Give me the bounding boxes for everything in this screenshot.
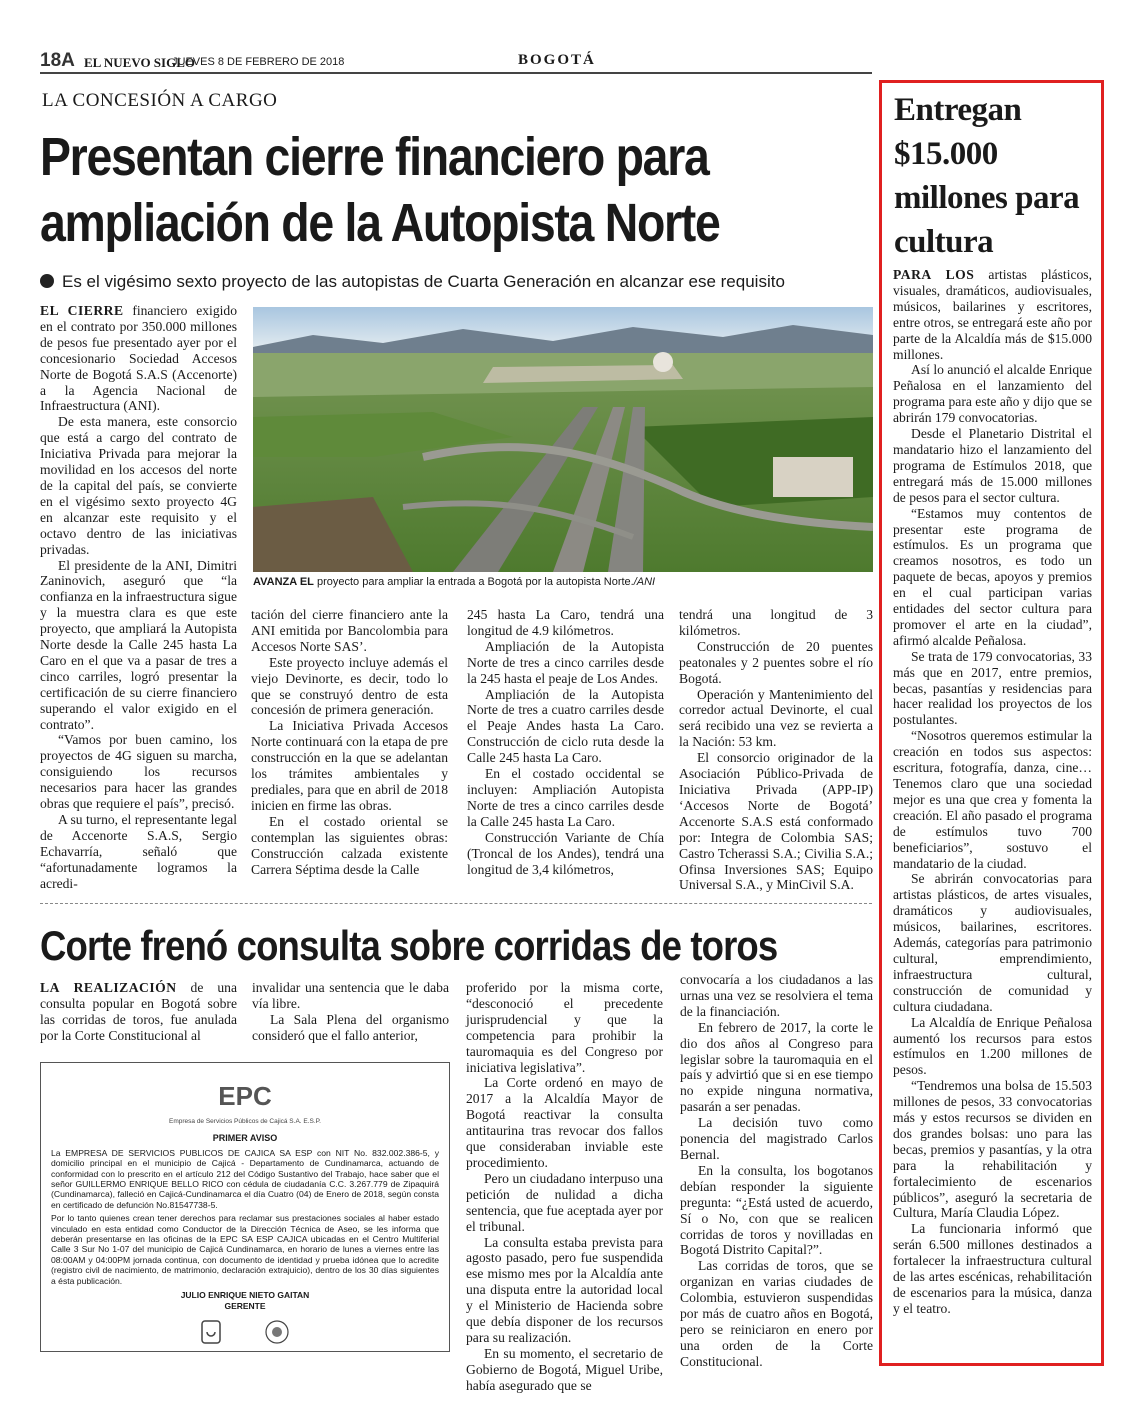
paragraph — [680, 1020, 873, 1115]
paragraph-text: El consorcio originador de la Asociación Público-Privada de Iniciativa Privada (APP-IP) ‘Accesos Norte de Bogotá’ Accenorte S.A.S está conformado por: Integra de Colombia SAS; Castro Tcherassi S.A.; Civilia S.A.; Ofinsa Inversiones SAS; Equipo Universal S.A., y MinCivil S.A. — [679, 750, 873, 893]
article-headline — [40, 124, 754, 256]
paragraph — [893, 267, 1092, 362]
article-column-4 — [679, 607, 873, 893]
paragraph-text: En febrero de 2017, la corte le dio dos años al Congreso para legislar sobre la tauromaquia en el país y advirtió que si en ese tiempo no expide ninguna normativa, pasarán a ser penadas. — [680, 1019, 873, 1115]
paragraph — [680, 972, 873, 1020]
article-column-1 — [40, 303, 237, 892]
paragraph-text: A su turno, el representante legal de Accenorte S.A.S, Sergio Echavarría, señaló que “afortunadamente logramos la acredi- — [40, 812, 237, 891]
bullet-icon — [40, 274, 54, 288]
bullfight-column-4 — [680, 972, 873, 1370]
paragraph-text: Pero un ciudadano interpuso una petición de nulidad a dicha sentencia, que fue aceptada ayer por el tribunal. — [466, 1170, 663, 1234]
page-number: 18A — [40, 50, 75, 71]
issue-date: JUEVES 8 DE FEBRERO DE 2018 — [172, 56, 345, 68]
paragraph-text: En la consulta, los bogotanos debían responder la siguiente pregunta: “¿Está usted de acuerdo, Sí o No, con que se realicen corridas de toros y novilladas en Bogotá Distrito Capital?”. — [680, 1162, 873, 1258]
sidebar-body — [893, 267, 1092, 1317]
notice-paragraph-1: La EMPRESA DE SERVICIOS PUBLICOS DE CAJICA SA ESP con NIT No. 832.002.386-5, y domicilio principal en el municipio de Cajicá - Departamento de Cundinamarca, actuando de conformidad con lo prescrito en el artículo 212 del Código Sustantivo del Trabajo, hace saber que el señor GUILLERMO ENRIQUE BELLO RICO con cédula de ciudadanía C.C. 3.267.779 de Zipaquirá (Cundinamarca), falleció en Cajicá-Cundinamarca el día Cuatro (04) de Enero de 2018, según consta en certificado de defunción No.81547738-5. — [51, 1147, 439, 1210]
bullfight-column-1 — [40, 980, 237, 1044]
paragraph — [893, 506, 1092, 649]
paragraph — [466, 1235, 663, 1346]
lead-in: EL CIERRE — [40, 303, 124, 318]
article-kicker: LA CONCESIÓN A CARGO — [42, 90, 278, 111]
photo-credit: /ANI — [633, 576, 656, 588]
headline-line-2: ampliación de la Autopista Norte — [40, 193, 720, 253]
paragraph-text: Las corridas de toros, que se organizan en varias ciudades de Colombia, estuvieron suspendidas por más de cuatro años en Bogotá, pero se reiniciaron en enero por una orden de la Corte Constitucional. — [680, 1258, 873, 1369]
paragraph — [893, 426, 1092, 506]
paragraph — [893, 871, 1092, 1014]
paragraph-text: tación del cierre financiero ante la ANI emitida por Bancolombia para Accesos Norte SAS’. — [251, 607, 448, 654]
sidebar-headline: Entregan $15.000 millones para cultura — [894, 92, 1080, 260]
paragraph — [680, 1258, 873, 1369]
paragraph-text: La consulta estaba prevista para agosto pasado, pero fue suspendida ese mismo mes por la Alcaldía ante una disputa entre la autoridad local y el Ministerio de Hacienda sobre que debía disponer de los recursos para su realización. — [466, 1234, 663, 1345]
paragraph-text: convocaría a los ciudadanos a las urnas una vez se resolviera el tema de la financiación. — [680, 972, 873, 1019]
paragraph — [251, 655, 448, 719]
header-rule — [40, 72, 872, 74]
paragraph — [680, 1115, 873, 1163]
notice-signer: JULIO ENRIQUE NIETO GAITAN — [180, 1290, 310, 1301]
paragraph — [466, 980, 663, 1075]
municipal-seal-icon — [264, 1319, 290, 1345]
article-divider — [40, 903, 872, 904]
notice-seals — [51, 1319, 439, 1347]
paragraph-text: Ampliación de la Autopista Norte de tres a cinco carriles desde la 245 hasta el peaje de Los Andes. — [467, 638, 664, 686]
paragraph-text: artistas plásticos, visuales, dramáticos, audiovisuales, músicos, bailarines y escritores, entre otros, se entregará este año por parte de la Alcaldía más de $15.000 millones. — [893, 267, 1092, 362]
paragraph-text: de una consulta popular en Bogotá sobre las corridas de toros, fue anulada por la Corte Constitucional al — [40, 980, 237, 1043]
paragraph-text: Ampliación de la Autopista Norte de tres a cuatro carriles desde el Peaje Andes hasta La Caro. Construcción de ciclo ruta desde la Calle 245 hasta La Caro. — [467, 686, 664, 766]
paragraph-text: Así lo anunció el alcalde Enrique Peñalosa en el lanzamiento del programa para este año y dijo que se abrirán 179 convocatorias. — [893, 362, 1092, 426]
paragraph-text: Se trata de 179 convocatorias, 33 más que en 2017, entre premios, becas, pasantías y residencias para hacer realidad los proyectos de los postulantes. — [893, 648, 1092, 728]
paragraph-text: invalidar una sentencia que le daba vía libre. — [252, 980, 449, 1011]
paragraph-text: 245 hasta La Caro, tendrá una longitud de 4.9 kilómetros. — [467, 607, 664, 638]
paragraph-text: “Tendremos una bolsa de 15.503 millones de pesos, 33 convocatorias más y estos recursos se dividen en dos grandes bolsas: uno para las becas, premios y pasantías, y la otra para la rehabilitación y fortalecimiento de escenarios públicos”, aseguró la secretaria de Cultura, María Claudia López. — [893, 1078, 1092, 1221]
paragraph-text: El presidente de la ANI, Dimitri Zaninovich, aseguró que “la confianza en la infraestructura sigue y la muestra clara es que este proyecto, que ampliará la Autopista Norte desde la Calle 245 hasta La Caro en el que va a pasar de tres a cinco carriles, logró presentar la certificación de su cierre financiero superando el valor exigido en el contrato”. — [40, 557, 238, 732]
notice-title: PRIMER AVISO — [212, 1133, 278, 1144]
caption-text: proyecto para ampliar la entrada a Bogotá por la autopista Norte. — [313, 576, 634, 588]
paragraph — [40, 812, 237, 892]
paragraph — [467, 639, 664, 687]
article-column-3 — [467, 607, 664, 877]
photo-caption — [253, 576, 873, 588]
bullfight-column-3 — [466, 980, 663, 1394]
paragraph — [679, 687, 873, 751]
paragraph — [466, 1346, 663, 1394]
paragraph-text: Construcción Variante de Chía (Troncal de los Andes), tendrá una longitud de 3,4 kilómetros, — [467, 829, 664, 877]
paragraph-text: Desde el Planetario Distrital el mandatario hizo el lanzamiento del programa de Estímulos 2018, que entregará más de 15.000 millones de pesos para el sector cultura. — [893, 426, 1092, 505]
paragraph-text: proferido por la misma corte, “desconoció el precedente jurisprudencial y que la competencia para prohibir la tauromaquia es del Congreso por iniciativa legislativa”. — [466, 980, 663, 1075]
paragraph-text: De esta manera, este consorcio que está a cargo del contrato de Iniciativa Privada para mejorar la movilidad en los accesos del norte de la capital del país, se convierte en el vigésimo sexto proyecto 4G en alcanzar este requisito y el octavo dentro de las iniciativas privadas. — [40, 414, 237, 557]
paragraph — [466, 1171, 663, 1235]
epc-logo — [215, 1075, 275, 1115]
paragraph — [40, 303, 237, 414]
paragraph-text: “Vamos por buen camino, los proyectos de 4G siguen su marcha, consiguiendo los recursos necesarios para hacer las grandes obras que requiere el país”, precisó. — [40, 732, 237, 812]
paragraph — [40, 414, 237, 557]
paragraph — [680, 1163, 873, 1258]
highway-aerial-photo — [253, 307, 873, 572]
paragraph-text: La Alcaldía de Enrique Peñalosa aumentó los recursos para estos estímulos en 1.200 millones de pesos. — [893, 1014, 1092, 1078]
epc-logo-text: EPC — [218, 1081, 272, 1111]
paragraph — [893, 728, 1092, 871]
paragraph-text: “Nosotros queremos estimular la creación en todos sus aspectos: escritura, fotografía, danza, cine… Tenemos claro que una sociedad mejor es una que crea y fomenta la creación. El año pasado el programa de estímulos tuvo 700 beneficiarios”, sostuvo el mandatario de la ciudad. — [893, 728, 1092, 871]
lead-in: LA REALIZACIÓN — [40, 980, 177, 995]
paragraph-text: La funcionaria informó que serán 6.500 millones destinados a fortalecer la infraestructura cultural de las artes escénicas, rehabilitación de escenarios para la música, danza y el teatro. — [893, 1221, 1092, 1316]
paragraph — [251, 814, 448, 878]
paragraph-text: Se abrirán convocatorias para artistas plásticos, de artes visuales, dramáticos y audiovisuales, músicos, bailarines, escritores. Además, categorías para patrimonio cultural, emprendimiento, infraestructura cultural, construcción de comunidad y cultura ciudadana. — [893, 871, 1092, 1014]
paragraph — [40, 980, 237, 1044]
caption-lead: AVANZA EL — [253, 576, 314, 588]
article-subhead — [40, 272, 785, 292]
paragraph-text: “Estamos muy contentos de presentar este programa de estímulos. Es un programa que creamos nosotros, es todo un paquete de becas, apoyos y premios en el cual participan varias entidades del sector cultura para promover el arte en la ciudad”, afirmó alcalde Peñalosa. — [893, 505, 1092, 648]
paragraph — [466, 1075, 663, 1170]
paragraph — [40, 558, 237, 733]
paragraph — [679, 639, 873, 687]
paragraph — [40, 732, 237, 812]
paragraph — [893, 362, 1092, 426]
paragraph — [893, 1078, 1092, 1221]
paragraph-text: Operación y Mantenimiento del corredor actual Devinorte, el cual será recibido una vez se revierta a la Nación: 53 km. — [679, 686, 873, 750]
paragraph-text: financiero exigido en el contrato por 350.000 millones de pesos fue presentado ayer por el concesionario Sociedad Accesos Norte de Bogotá S.A.S (Accenorte) a la Agencia Nacional de Infraestructura (ANI). — [40, 303, 237, 414]
paragraph-text: En su momento, el secretario de Gobierno de Bogotá, Miguel Uribe, había asegurado que se — [466, 1345, 663, 1393]
paragraph — [467, 607, 664, 639]
paragraph-text: En el costado oriental se contemplan las siguientes obras: Construcción calzada existente Carrera Séptima desde la Calle — [251, 813, 448, 877]
paragraph-text: La decisión tuvo como ponencia del magistrado Carlos Bernal. — [680, 1115, 873, 1162]
paragraph-text: La Sala Plena del organismo consideró que el fallo anterior, — [252, 1011, 449, 1043]
subhead-text: Es el vigésimo sexto proyecto de las autopistas de Cuarta Generación en alcanzar ese requisito — [62, 272, 785, 291]
headline-line-1: Presentan cierre financiero para — [40, 127, 709, 187]
paragraph — [251, 718, 448, 813]
paragraph-text: Este proyecto incluye además el viejo Devinorte, es decir, todo lo que se construyó dentro de esta concesión de primera generación. — [251, 654, 448, 718]
newspaper-name: EL NUEVO SIGLO — [84, 55, 195, 70]
paragraph-text: En el costado occidental se incluyen: Ampliación Autopista Norte de tres a cinco carriles desde la Calle 245 hasta La Caro. — [467, 766, 664, 829]
lead-in: PARA LOS — [893, 267, 975, 282]
legal-notice — [40, 1062, 450, 1352]
paragraph-text: La Corte ordenó en mayo de 2017 a la Alcaldía Mayor de Bogotá reactivar la consulta antitaurina tras revocar dos fallos que consideraban inviable este procedimiento. — [466, 1075, 663, 1170]
paragraph — [467, 766, 664, 830]
paragraph-text: La Iniciativa Privada Accesos Norte continuará con la etapa de pre construcción en la que se adelantan los trámites ambientales y prediales, para que en abril de 2018 inicien en firme las obras. — [251, 718, 449, 813]
article-column-2 — [251, 607, 448, 877]
paragraph-text: tendrá una longitud de 3 kilómetros. — [679, 607, 873, 638]
paragraph-text: Construcción de 20 puentes peatonales y 2 puentes sobre el río Bogotá. — [679, 638, 873, 686]
bullfight-headline: Corte frenó consulta sobre corridas de toros — [40, 922, 778, 969]
photo-illustration — [253, 307, 873, 572]
certification-seal-icon — [200, 1319, 222, 1345]
paragraph — [467, 830, 664, 878]
notice-paragraph-2: Por lo tanto quienes crean tener derechos para reclamar sus prestaciones sociales al haber estado vinculado en esta entidad como Conductor de la Dirección Técnica de Aseo, se les informa que deberán presentarse en las oficinas de la EPC SA ESP CAJICA ubicadas en el Centro Multiferial Calle 3 Sur No 1-07 del municipio de Cajicá Cundinamarca, en horario de lunes a viernes entre las 08:00AM y 04:00PM jornada continua, con documento de identidad y prueba idónea que lo acredite (registro civil de nacimiento, de matrimonio, declaración extrajuicio), dentro de los 30 días siguientes a ésta publicación. — [51, 1213, 439, 1286]
paragraph — [893, 1221, 1092, 1316]
paragraph — [893, 649, 1092, 729]
paragraph — [893, 1015, 1092, 1079]
section-name: BOGOTÁ — [518, 52, 596, 68]
bullfight-column-2 — [252, 980, 449, 1044]
notice-role: GERENTE — [224, 1300, 266, 1311]
paragraph — [251, 607, 448, 655]
paragraph — [679, 750, 873, 893]
paragraph — [252, 980, 449, 1012]
notice-org: Empresa de Servicios Públicos de Cajicá S.A. E.S.P. — [169, 1118, 321, 1125]
paragraph — [252, 1012, 449, 1044]
paragraph — [679, 607, 873, 639]
paragraph — [467, 687, 664, 767]
